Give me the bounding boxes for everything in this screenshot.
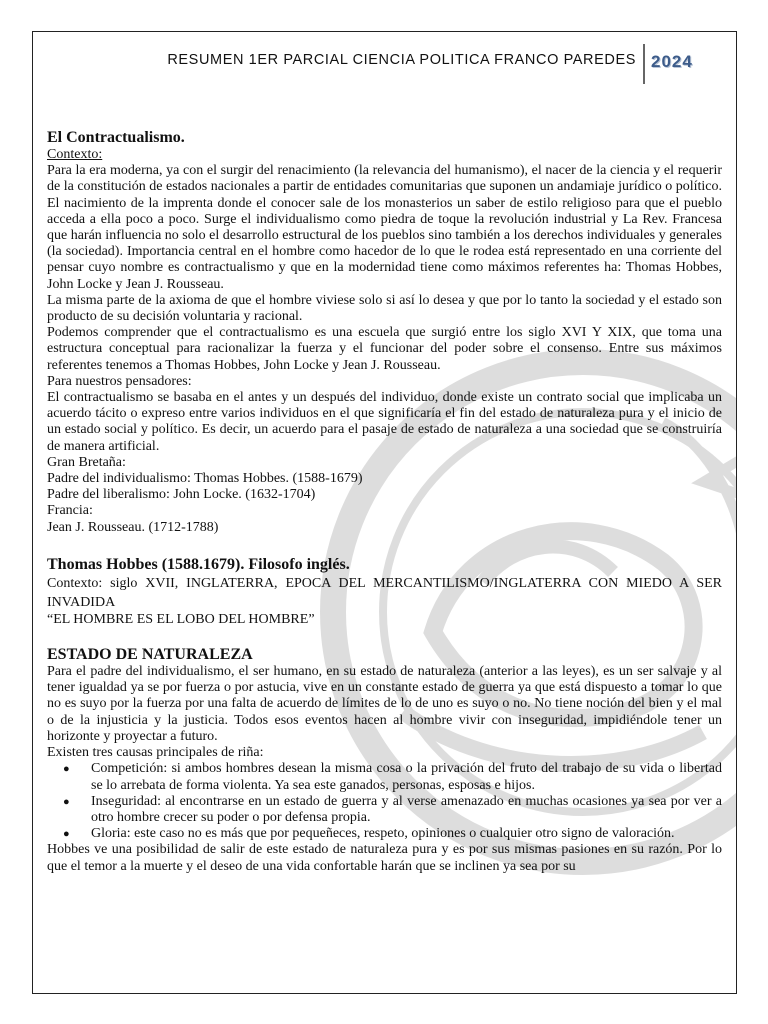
document-body [47,129,722,875]
paragraph: Para nuestros pensadores: [47,373,192,389]
hobbes-context: Contexto: siglo XVII, INGLATERRA, EPOCA DEL MERCANTILISMO/INGLATERRA CON MIEDO A SER INVADIDA [47,575,722,610]
page-header [33,32,736,94]
header-year: 2024 [651,52,693,71]
bullet-icon: ● [63,828,70,841]
causes-list [47,761,722,842]
page-frame [32,31,737,994]
context-label: Contexto: [47,147,103,162]
section-title-estado-naturaleza: ESTADO DE NATURALEZA [47,646,253,664]
list-intro: Existen tres causas principales de riña: [47,745,264,761]
header-title: RESUMEN 1ER PARCIAL CIENCIA POLITICA FRANCO PAREDES [167,52,636,68]
paragraph: Para la era moderna, ya con el surgir del renacimiento (la relevancia del humanismo), el nacer de la ciencia y el requerir de la constitución de estados nacionales a partir de entidades comunitarias que suponen un andamiaje jurídico o político. El nacimiento de la imprenta donde el conocer sale de los monasterios un saber de estilo religioso para que el pueblo acceda a ella poco a poco. Surge el individualismo como piedra de toque la revolución industrial y La Rev. Francesa que harán influencia no solo el desarrollo estructural de los pueblos sino también a los derechos individuales y generales (la sociedad). Importancia central en el hombre como hacedor de lo que le rodea está representado en una corriente del pensar cuyo nombre es contractualismo y que en la modernidad tiene como máximos referentes ha: Thomas Hobbes, John Locke y Jean J. Rousseau. [47,163,722,292]
paragraph: Padre del individualismo: Thomas Hobbes. (1588-1679) [47,471,363,487]
bullet-icon: ● [63,763,70,776]
paragraph: Hobbes ve una posibilidad de salir de este estado de naturaleza pura y es por sus mismas pasiones en su razón. Por lo que el temor a la muerte y el deseo de una vida confortable harán que se inclinen ya sea por su [47,842,722,874]
header-separator [643,44,645,84]
bullet-icon: ● [63,795,70,808]
paragraph: El contractualismo se basaba en el antes y un después del individuo, donde existe un contrato social que implicaba un acuerdo tácito o expreso entre varios individuos en el que significaría el fin del estado de naturaleza pura y el inicio de un estado social y político. Es decir, un acuerdo para el pasaje de estado de naturaleza a una sociedad que se construiría de manera artificial. [47,390,722,454]
paragraph: Francia: [47,503,93,519]
list-item: ● Inseguridad: al encontrarse en un estado de guerra y al verse amenazado en muchas ocasiones ya sea por ver a otro hombre crecer su poder o por defensa propia. [63,793,722,825]
paragraph: La misma parte de la axioma de que el hombre viviese solo si así lo desea y que por lo tanto la sociedad y el estado son producto de su decisión voluntaria y racional. [47,292,722,325]
paragraph: Padre del liberalismo: John Locke. (1632-1704) [47,487,316,503]
section-title-hobbes: Thomas Hobbes (1588.1679). Filosofo inglés. [47,555,350,573]
hobbes-quote: “EL HOMBRE ES EL LOBO DEL HOMBRE” [47,611,315,627]
section-title-contractualismo: El Contractualismo. [47,129,185,146]
list-item: ● Competición: si ambos hombres desean la misma cosa o la privación del fruto del trabajo de su vida o libertad se lo arrebata de forma violenta. Ya sea este ganados, personas, esposas e hijos. [63,761,722,793]
paragraph: Para el padre del individualismo, el ser humano, en su estado de naturaleza (anterior a las leyes), es un ser salvaje y al tener igualdad ya se por fuerza o por astucia, vive en un constante estado de guerra ya que está dispuesto a tomar lo que no es suyo por la fuerza por una falta de acuerdo de límites de lo de uno es suyo o no. No tiene noción del bien y el mal o de la injusticia y la justicia. Todos esos eventos hacen al hombre vivir con inseguridad, impidiéndole tener un horizonte y proyectar a futuro. [47,664,722,744]
paragraph: Podemos comprender que el contractualismo es una escuela que surgió entre los siglo XVI Y XIX, que toma una estructura conceptual para racionalizar la fuerza y el funcionar del poder sobre el consenso. Entre sus máximos referentes tenemos a Thomas Hobbes, John Locke y Jean J. Rousseau. [47,325,722,373]
paragraph: Gran Bretaña: [47,454,126,470]
paragraph: Jean J. Rousseau. (1712-1788) [47,519,219,535]
list-item: ● Gloria: este caso no es más que por pequeñeces, respeto, opiniones o cualquier otro signo de valoración. [63,826,675,842]
